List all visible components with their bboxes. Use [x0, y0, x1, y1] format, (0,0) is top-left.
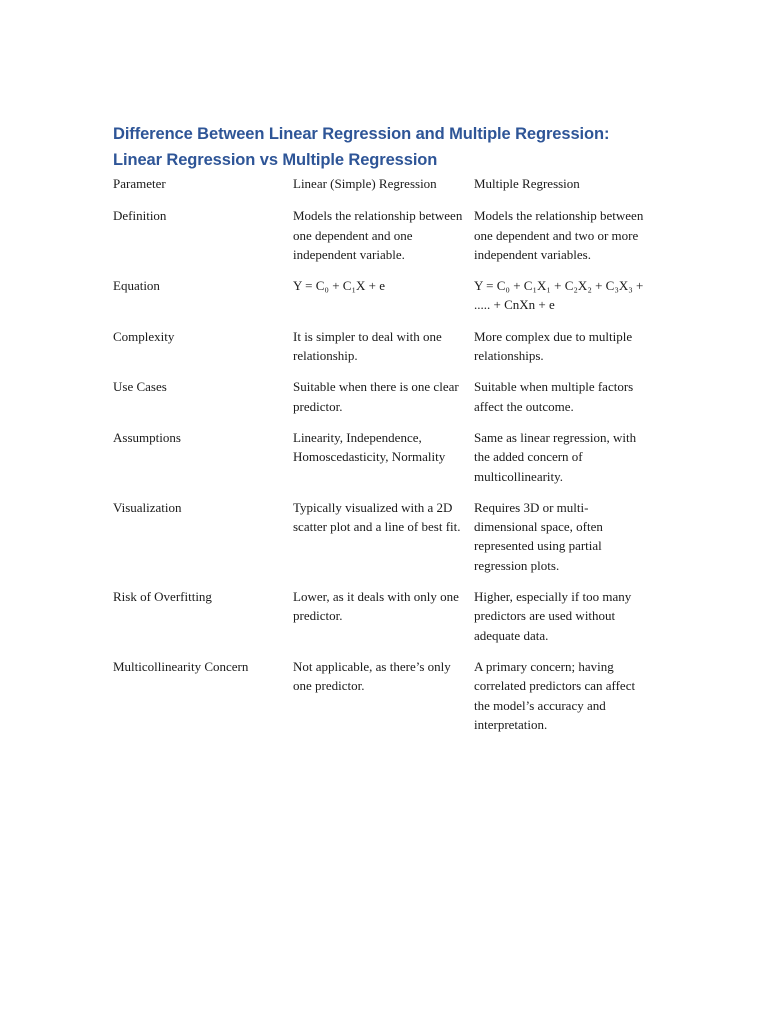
linear-cell: Lower, as it deals with only one predictor. [293, 589, 459, 624]
table-row-assumptions [113, 428, 653, 498]
multiple-cell: Requires 3D or multi-dimensional space, often represented using partial regression plots. [474, 499, 603, 573]
linear-cell: It is simpler to deal with one relationship. [293, 328, 442, 364]
parameter-cell: Risk of Overfitting [113, 589, 212, 605]
parameter-cell: Definition [113, 208, 167, 224]
multiple-cell: Suitable when multiple factors affect the outcome. [474, 379, 634, 414]
header-cell-parameter: Parameter [113, 176, 166, 191]
parameter-cell: Complexity [113, 328, 175, 344]
multiple-cell: More complex due to multiple relationships. [474, 328, 633, 364]
table-row-use-cases [113, 377, 653, 428]
table-row-definition [113, 206, 653, 276]
multiple-cell: A primary concern; having correlated predictors can affect the model’s accuracy and interpretation. [474, 658, 636, 732]
multiple-cell: Models the relationship between one dependent and two or more independent variables. [474, 208, 644, 262]
table-row-equation [113, 276, 653, 327]
comparison-table [113, 174, 653, 746]
multiple-cell: Higher, especially if too many predictors are used without adequate data. [474, 589, 632, 643]
multiple-cell: Y = C₀ + C₁X₁ + C₂X₂ + C₃X₃ + ..... + CnXn + e [474, 278, 644, 313]
table-row-visualization [113, 498, 653, 587]
table-row-risk-of-overfitting [113, 587, 653, 657]
linear-cell: Y = C₀ + C₁X + e [293, 278, 385, 294]
linear-cell: Not applicable, as there’s only one predictor. [293, 658, 451, 694]
parameter-cell: Multicollinearity Concern [113, 658, 249, 674]
table-row-complexity [113, 327, 653, 378]
parameter-cell: Visualization [113, 499, 182, 515]
linear-cell: Suitable when there is one clear predictor. [293, 379, 459, 414]
table-row-multicollinearity [113, 657, 653, 746]
parameter-cell: Assumptions [113, 429, 181, 445]
header-cell-multiple: Multiple Regression [474, 176, 580, 191]
linear-cell: Typically visualized with a 2D scatter plot and a line of best fit. [293, 499, 461, 535]
parameter-cell: Equation [113, 278, 160, 294]
multiple-cell: Same as linear regression, with the added concern of multicollinearity. [474, 429, 637, 484]
header-cell-linear: Linear (Simple) Regression [293, 176, 437, 191]
table-header-row [113, 174, 653, 206]
parameter-cell: Use Cases [113, 379, 167, 395]
document-title: Difference Between Linear Regression and Multiple Regression: Linear Regression vs Multiple Regression [113, 125, 610, 169]
linear-cell: Models the relationship between one dependent and one independent variable. [293, 208, 463, 262]
linear-cell: Linearity, Independence, Homoscedasticity, Normality [293, 429, 446, 465]
